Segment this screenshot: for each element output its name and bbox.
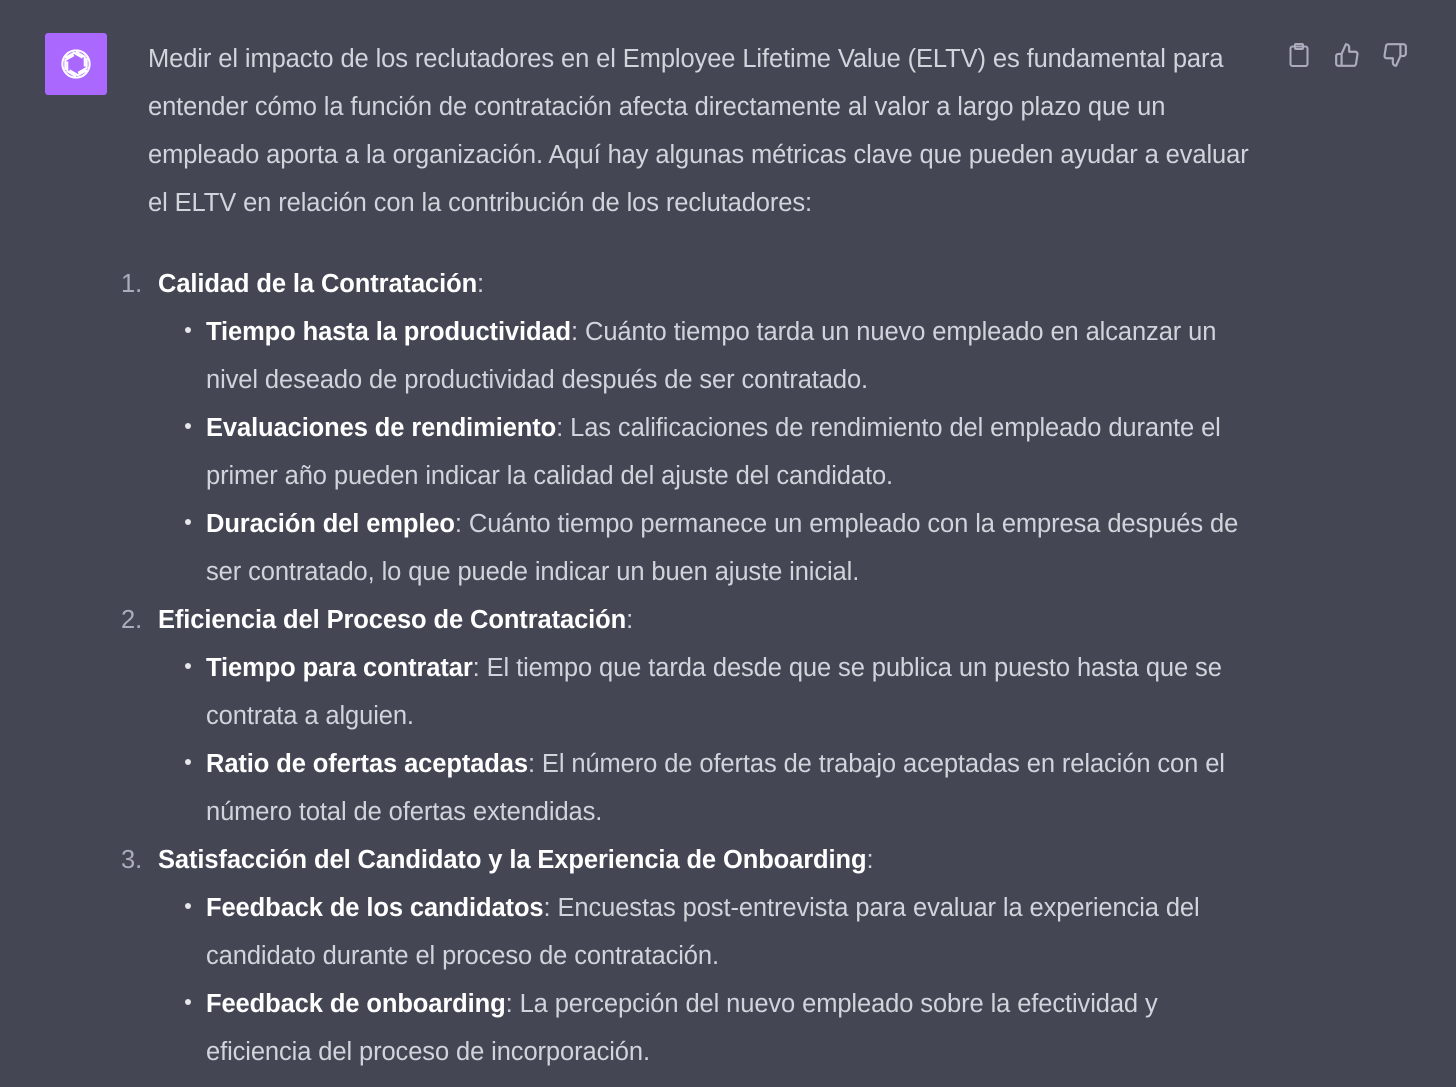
section-number: 2. [121, 606, 143, 634]
section-title: Eficiencia del Proceso de Contratación [158, 606, 627, 634]
list-item [206, 308, 1260, 404]
item-description: : Encuestas post-entrevista para evaluar la experiencia del candidato durante el proceso de contratación. [206, 894, 1200, 970]
item-term: Feedback de los candidatos [206, 894, 544, 922]
section-title: Calidad de la Contratación [158, 270, 478, 298]
section-item: 2. Eficiencia del Proceso de Contratación: Tiempo para contratar: El tiempo que tarda desde que se publica un puesto hasta que se contrata a alguien. Ratio de ofertas aceptadas: El número de ofertas de trabajo aceptadas en relación con el número total de ofertas extendidas. [148, 596, 1260, 836]
list-item [206, 980, 1260, 1076]
message-actions [1284, 40, 1410, 70]
list-item [206, 740, 1260, 836]
item-description: : El tiempo que tarda desde que se publica un puesto hasta que se contrata a alguien. [206, 654, 1222, 730]
thumbs-up-button[interactable] [1332, 40, 1362, 70]
intro-paragraph: Medir el impacto de los reclutadores en el Employee Lifetime Value (ELTV) es fundamental para entender cómo la función de contratación afecta directamente al valor a largo plazo que un empleado aporta a la organización. Aquí hay algunas métricas clave que pueden ayudar a evaluar el ELTV en relación con la contribución de los reclutadores: [148, 45, 1249, 217]
item-term: Ratio de ofertas aceptadas [206, 750, 528, 778]
section-title: Satisfacción del Candidato y la Experiencia de Onboarding [158, 846, 867, 874]
section-number: 3. [121, 846, 143, 874]
list-item [206, 404, 1260, 500]
item-term: Tiempo para contratar [206, 654, 473, 682]
list-item [206, 884, 1260, 980]
item-description: : Cuánto tiempo tarda un nuevo empleado en alcanzar un nivel deseado de productividad después de ser contratado. [206, 318, 1217, 394]
section-item: 1. Calidad de la Contratación: Tiempo hasta la productividad: Cuánto tiempo tarda un nuevo empleado en alcanzar un nivel deseado de productividad después de ser contratado. Evaluaciones de rendimiento: Las calificaciones de rendimiento del empleado durante el primer año pueden indicar la calidad del ajuste del candidato. Duración del empleo: Cuánto tiempo permanece un empleado con la empresa después de ser contratado, lo que puede indicar un buen ajuste inicial. [148, 260, 1260, 596]
item-description: : Las calificaciones de rendimiento del empleado durante el primer año pueden indicar la calidad del ajuste del candidato. [206, 414, 1221, 490]
metrics-list [121, 260, 1260, 1076]
sub-list [158, 884, 1260, 1076]
sub-list [158, 308, 1260, 596]
section-item: 3. Satisfacción del Candidato y la Experiencia de Onboarding: Feedback de los candidatos: Encuestas post-entrevista para evaluar la experiencia del candidato durante el proceso de contratación. Feedback de onboarding: La percepción del nuevo empleado sobre la efectividad y eficiencia del proceso de incorporación. [148, 836, 1260, 1076]
thumbs-up-icon [1334, 42, 1360, 68]
assistant-message [121, 35, 1260, 1076]
section-number: 1. [121, 270, 143, 298]
item-term: Duración del empleo [206, 510, 455, 538]
item-term: Tiempo hasta la productividad [206, 318, 572, 346]
item-term: Feedback de onboarding [206, 990, 506, 1018]
clipboard-icon [1287, 42, 1311, 68]
item-description: : Cuánto tiempo permanece un empleado con la empresa después de ser contratado, lo que puede indicar un buen ajuste inicial. [206, 510, 1239, 586]
item-description: : La percepción del nuevo empleado sobre la efectividad y eficiencia del proceso de incorporación. [206, 990, 1158, 1066]
thumbs-down-icon [1382, 42, 1408, 68]
thumbs-down-button[interactable] [1380, 40, 1410, 70]
copy-button[interactable] [1284, 40, 1314, 70]
list-item [206, 644, 1260, 740]
item-term: Evaluaciones de rendimiento [206, 414, 557, 442]
openai-logo-icon [57, 45, 95, 83]
assistant-avatar [45, 33, 107, 95]
list-item [206, 500, 1260, 596]
item-description: : El número de ofertas de trabajo aceptadas en relación con el número total de ofertas extendidas. [206, 750, 1225, 826]
sub-list [158, 644, 1260, 836]
